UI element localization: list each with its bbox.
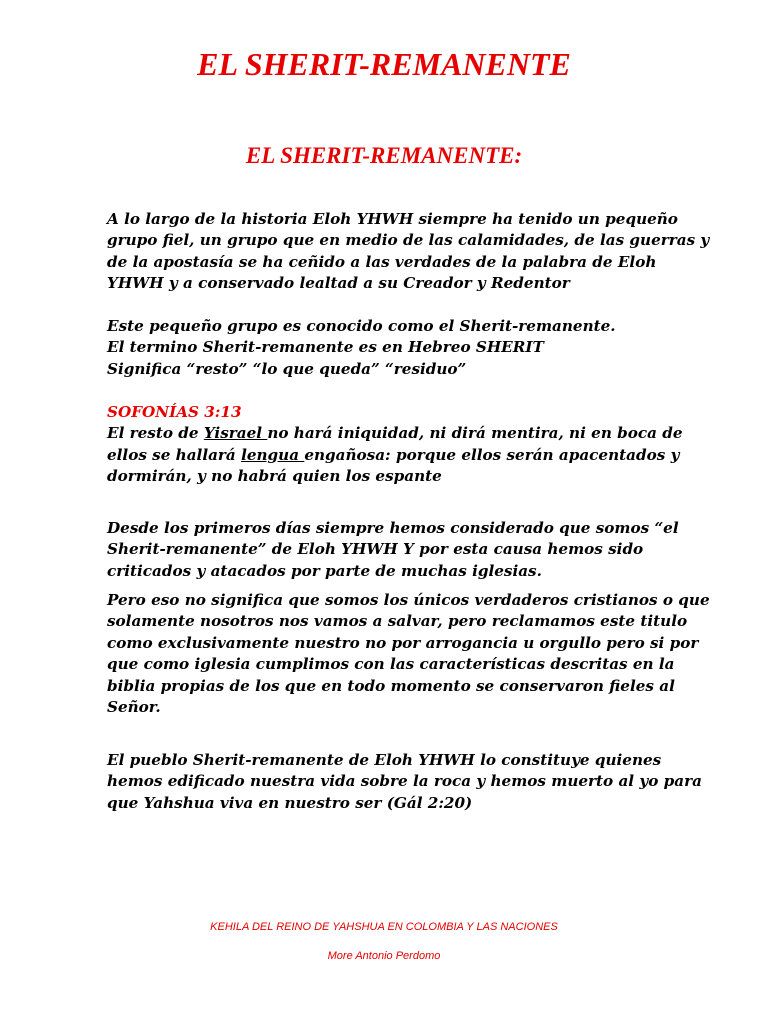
verse-block — [107, 402, 683, 488]
document-title: EL SHERIT-REMANENTE — [197, 46, 571, 82]
paragraph-history — [107, 209, 710, 295]
text-line: como exclusivamente nuestro no por arrogancia u orgullo pero si por — [107, 633, 699, 652]
verse-line — [107, 445, 680, 466]
text-line: solamente nosotros nos vamos a salvar, pero reclamamos este titulo — [107, 612, 688, 631]
footer-author: More Antonio Perdomo — [327, 950, 441, 962]
text-line: que Yahshua viva en nuestro ser (Gál 2:20) — [107, 793, 473, 812]
text-line: El termino Sherit-remanente es en Hebreo SHERIT — [107, 338, 544, 357]
verse-text: ellos se hallará — [107, 445, 242, 464]
text-line: grupo fiel, un grupo que en medio de las calamidades, de las guerras y — [107, 231, 710, 250]
paragraph-early-days — [107, 518, 679, 582]
text-line: Pero eso no significa que somos los únicos verdaderos cristianos o que — [107, 591, 710, 609]
footer-organization: KEHILA DEL REINO DE YAHSHUA EN COLOMBIA Y LAS NACIONES — [210, 921, 558, 933]
verse-reference: SOFONÍAS 3:13 — [107, 403, 242, 421]
verse-underlined-word: Yisrael — [203, 424, 268, 443]
text-line: que como iglesia cumplimos con las características descritas en la — [107, 655, 675, 674]
text-line: A lo largo de la historia Eloh YHWH siempre ha tenido un pequeño — [107, 210, 678, 228]
paragraph-clarification — [107, 590, 710, 718]
text-line: biblia propias de los que en todo momento se conservaron fieles al — [107, 676, 675, 695]
paragraph-people — [107, 750, 702, 814]
text-line: Este pequeño grupo es conocido como el Sherit-remanente. — [107, 317, 616, 335]
text-line: YHWH y a conservado lealtad a su Creador y Redentor — [107, 274, 570, 293]
text-line: hemos edificado nuestra vida sobre la roca y hemos muerto al yo para — [107, 772, 702, 791]
text-line: Desde los primeros días siempre hemos considerado que somos “el — [107, 519, 679, 537]
text-line: Sherit-remanente” de Eloh YHWH Y por esta causa hemos sido — [107, 540, 644, 559]
verse-text: engañosa: porque ellos serán apacentados y — [304, 445, 680, 464]
verse-line — [107, 423, 683, 444]
document-subtitle: EL SHERIT-REMANENTE: — [245, 143, 523, 168]
text-line: de la apostasía se ha ceñido a las verdades de la palabra de Eloh — [107, 252, 657, 271]
text-line: El pueblo Sherit-remanente de Eloh YHWH lo constituye quienes — [107, 751, 662, 769]
text-line: Significa “resto” “lo que queda” “residuo” — [107, 359, 467, 378]
verse-text: El resto de — [107, 424, 204, 443]
verse-line: dormirán, y no habrá quien los espante — [107, 467, 442, 486]
text-line: Señor. — [107, 698, 161, 717]
paragraph-definition — [107, 316, 667, 380]
text-line: criticados y atacados por parte de muchas iglesias. — [107, 561, 542, 580]
verse-text: no hará iniquidad, ni dirá mentira, ni en boca de — [267, 424, 683, 443]
verse-underlined-word: lengua — [241, 445, 305, 464]
